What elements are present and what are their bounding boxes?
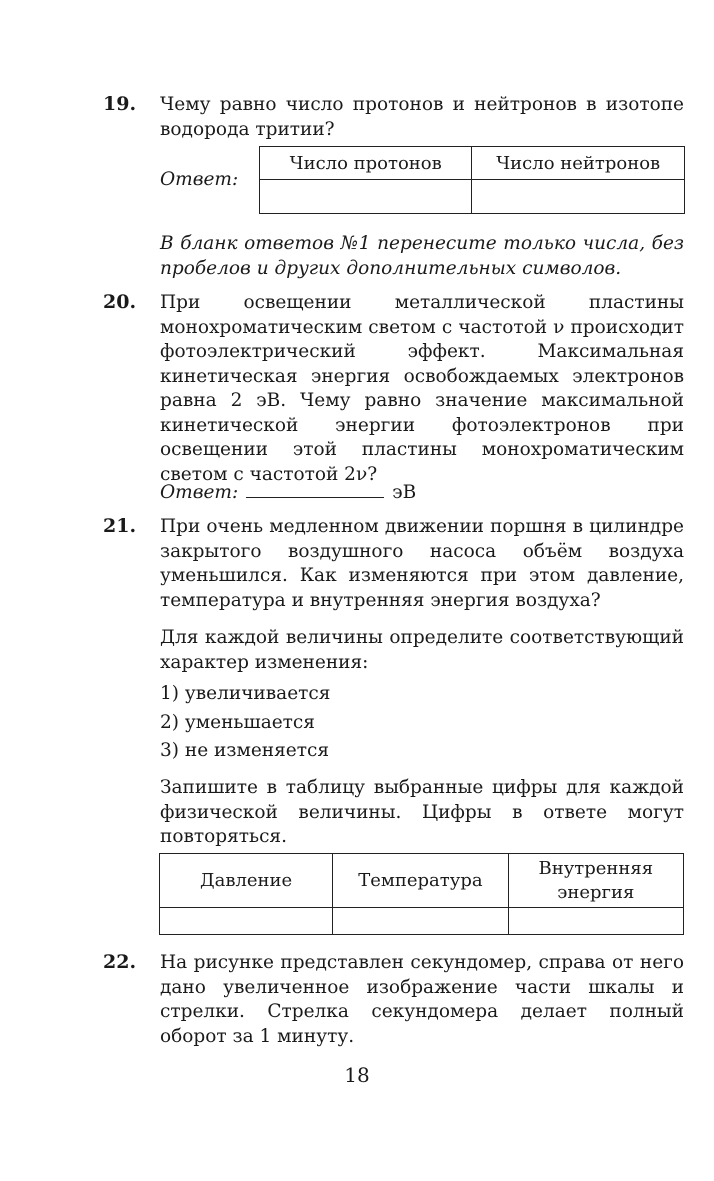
answer-cell[interactable] <box>508 908 683 935</box>
table-header: Число нейтронов <box>472 147 685 180</box>
answer-cell[interactable] <box>160 908 333 935</box>
instruction-note: В бланк ответов №1 перенесите только числа, без пробелов и других дополнительных символов. <box>160 233 684 279</box>
option-item: 1) увеличивается <box>160 683 331 704</box>
table-header: Температура <box>333 854 508 908</box>
answer-unit: эВ <box>392 482 417 503</box>
question-number: 20. <box>103 291 137 313</box>
answer-table <box>159 853 684 935</box>
option-item: 2) уменьшается <box>160 712 315 733</box>
answer-cell[interactable] <box>472 180 685 214</box>
answer-blank[interactable] <box>246 481 384 498</box>
answer-label: Ответ: <box>160 482 239 503</box>
table-header: Число протонов <box>260 147 472 180</box>
page-number: 18 <box>344 1063 370 1087</box>
question-number: 19. <box>103 93 137 115</box>
question-text: При очень медленном движении поршня в цилиндре закрытого воздушного насоса объём воздуха уменьшился. Как изменяются при этом давление, температура и внутренняя энергия воздуха? <box>160 516 684 611</box>
answer-cell[interactable] <box>260 180 472 214</box>
option-item: 3) не изменяется <box>160 740 330 761</box>
question-text: При освещении металлической пластины монохроматическим светом с частотой ν происходит фотоэлектрический эффект. Максимальная кинетическая энергия освобождаемых электронов равна 2 эВ. Чему равно значение максимальной кинетической энергии фотоэлектронов при освещении этой пластины монохроматическим светом с частотой 2ν? <box>160 292 684 485</box>
question-text: На рисунке представлен секундомер, справа от него дано увеличенное изображение части шкалы и стрелки. Стрелка секундомера делает полный оборот за 1 минуту. <box>160 952 684 1047</box>
table-header: Давление <box>160 854 333 908</box>
question-number: 22. <box>103 951 137 973</box>
question-text: Чему равно число протонов и нейтронов в изотопе водорода тритии? <box>160 94 684 140</box>
answer-label: Ответ: <box>160 169 239 190</box>
answer-cell[interactable] <box>333 908 508 935</box>
question-number: 21. <box>103 515 137 537</box>
answer-line <box>160 481 416 503</box>
answer-table <box>259 146 685 214</box>
instruction: Для каждой величины определите соответствующий характер изменения: <box>160 627 684 673</box>
instruction: Запишите в таблицу выбранные цифры для каждой физической величины. Цифры в ответе могут повторяться. <box>160 777 684 847</box>
table-header: Внутренняя энергия <box>508 854 683 908</box>
